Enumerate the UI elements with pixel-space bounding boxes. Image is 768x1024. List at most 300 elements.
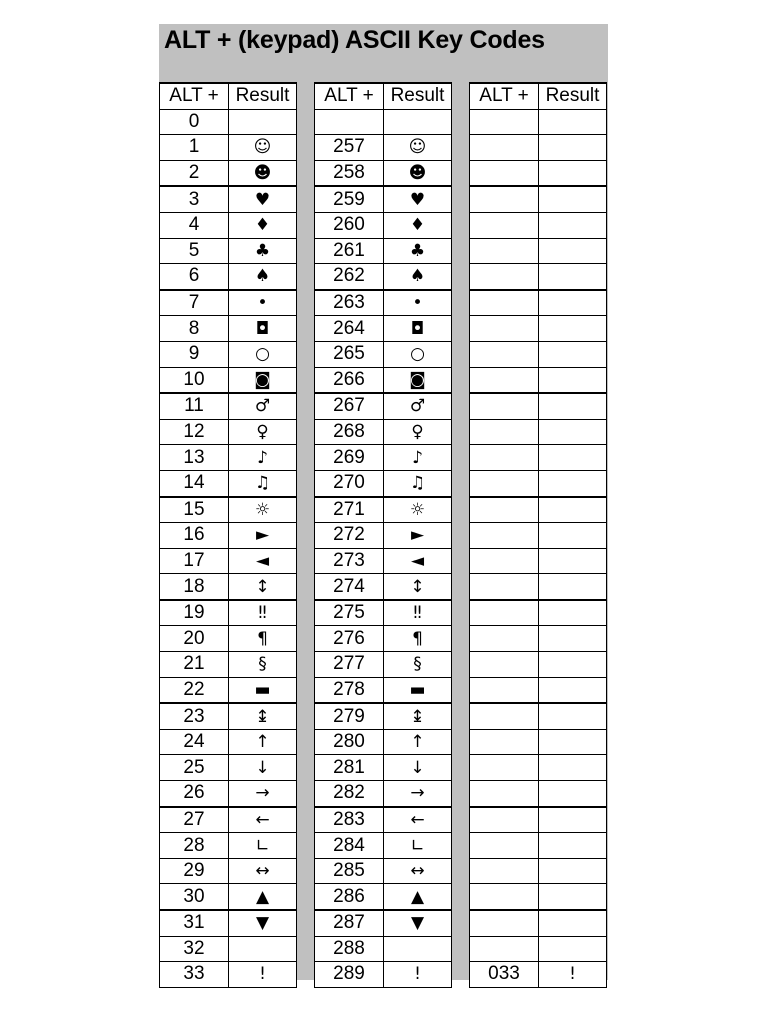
table-row bbox=[160, 470, 297, 496]
alt-code-cell bbox=[470, 677, 539, 703]
result-cell: ◘ bbox=[229, 316, 297, 342]
result-cell: § bbox=[384, 652, 452, 678]
result-cell bbox=[539, 523, 607, 549]
alt-code-cell: 22 bbox=[160, 677, 229, 703]
result-cell bbox=[539, 341, 607, 367]
result-cell: → bbox=[229, 781, 297, 807]
table-row bbox=[160, 523, 297, 549]
table-row bbox=[470, 703, 607, 729]
table-row bbox=[470, 109, 607, 135]
table-row bbox=[470, 548, 607, 574]
table-row bbox=[470, 652, 607, 678]
alt-code-cell: 286 bbox=[315, 884, 384, 910]
table-row bbox=[315, 858, 452, 884]
alt-code-cell: 12 bbox=[160, 419, 229, 445]
alt-code-cell: 271 bbox=[315, 497, 384, 523]
result-cell: ♥ bbox=[384, 186, 452, 212]
result-cell: ♀ bbox=[229, 419, 297, 445]
table-row bbox=[160, 703, 297, 729]
alt-code-cell bbox=[470, 600, 539, 626]
page-title: ALT + (keypad) ASCII Key Codes bbox=[164, 26, 545, 54]
table-row bbox=[160, 729, 297, 755]
table-row bbox=[160, 574, 297, 600]
result-cell bbox=[539, 497, 607, 523]
result-cell: ☻ bbox=[229, 160, 297, 186]
table-row bbox=[160, 393, 297, 419]
alt-code-cell: 264 bbox=[315, 316, 384, 342]
alt-code-cell bbox=[470, 160, 539, 186]
table-row bbox=[470, 445, 607, 471]
alt-code-cell: 260 bbox=[315, 212, 384, 238]
alt-code-cell bbox=[470, 470, 539, 496]
alt-code-cell: 18 bbox=[160, 574, 229, 600]
alt-code-cell: 274 bbox=[315, 574, 384, 600]
result-cell bbox=[539, 238, 607, 264]
result-cell: ↔ bbox=[384, 858, 452, 884]
result-cell: ‼ bbox=[229, 600, 297, 626]
alt-header: ALT + bbox=[470, 83, 539, 109]
table-row bbox=[160, 445, 297, 471]
result-cell: ◄ bbox=[229, 548, 297, 574]
table-row bbox=[160, 833, 297, 859]
table-row bbox=[470, 755, 607, 781]
result-cell bbox=[539, 833, 607, 859]
table-row bbox=[470, 729, 607, 755]
alt-code-cell bbox=[470, 367, 539, 393]
result-cell bbox=[539, 677, 607, 703]
alt-code-cell: 9 bbox=[160, 341, 229, 367]
alt-code-cell: 285 bbox=[315, 858, 384, 884]
result-cell bbox=[539, 884, 607, 910]
table-row bbox=[470, 574, 607, 600]
table-row bbox=[160, 264, 297, 290]
table-row bbox=[315, 238, 452, 264]
result-cell bbox=[539, 574, 607, 600]
alt-code-cell: 261 bbox=[315, 238, 384, 264]
result-cell bbox=[539, 626, 607, 652]
alt-code-cell: 26 bbox=[160, 781, 229, 807]
table-row bbox=[160, 600, 297, 626]
table-row bbox=[470, 367, 607, 393]
alt-code-cell: 266 bbox=[315, 367, 384, 393]
alt-code-cell: 11 bbox=[160, 393, 229, 419]
result-cell bbox=[539, 858, 607, 884]
result-cell bbox=[539, 910, 607, 936]
result-cell: ♫ bbox=[384, 470, 452, 496]
table-row bbox=[315, 316, 452, 342]
result-cell: ▼ bbox=[229, 910, 297, 936]
result-cell: ☼ bbox=[229, 497, 297, 523]
result-cell bbox=[229, 109, 297, 135]
alt-code-cell: 15 bbox=[160, 497, 229, 523]
alt-code-cell bbox=[470, 212, 539, 238]
table-row bbox=[315, 341, 452, 367]
result-cell: ↓ bbox=[384, 755, 452, 781]
table-row bbox=[160, 341, 297, 367]
alt-code-cell: 270 bbox=[315, 470, 384, 496]
alt-code-cell: 30 bbox=[160, 884, 229, 910]
table-row bbox=[315, 135, 452, 161]
table-row bbox=[470, 419, 607, 445]
alt-code-cell: 31 bbox=[160, 910, 229, 936]
table-row bbox=[160, 497, 297, 523]
table-row bbox=[470, 523, 607, 549]
result-cell: ◄ bbox=[384, 548, 452, 574]
table-row bbox=[470, 264, 607, 290]
alt-code-cell: 282 bbox=[315, 781, 384, 807]
result-cell: ♂ bbox=[384, 393, 452, 419]
result-cell bbox=[539, 755, 607, 781]
header-row bbox=[470, 83, 607, 109]
alt-code-cell: 288 bbox=[315, 936, 384, 962]
table-row bbox=[470, 212, 607, 238]
result-cell: ► bbox=[384, 523, 452, 549]
result-cell bbox=[539, 393, 607, 419]
alt-code-cell bbox=[470, 135, 539, 161]
table-row bbox=[315, 497, 452, 523]
alt-code-cell: 277 bbox=[315, 652, 384, 678]
alt-header: ALT + bbox=[315, 83, 384, 109]
table-row bbox=[315, 367, 452, 393]
alt-code-cell: 269 bbox=[315, 445, 384, 471]
result-cell bbox=[539, 807, 607, 833]
table-row bbox=[315, 445, 452, 471]
result-cell bbox=[539, 548, 607, 574]
alt-code-cell: 265 bbox=[315, 341, 384, 367]
alt-code-cell: 2 bbox=[160, 160, 229, 186]
result-cell bbox=[539, 160, 607, 186]
table-row bbox=[315, 807, 452, 833]
table-row bbox=[315, 523, 452, 549]
result-cell bbox=[539, 470, 607, 496]
result-cell: ↑ bbox=[229, 729, 297, 755]
table-row bbox=[315, 290, 452, 316]
header-row bbox=[315, 83, 452, 109]
alt-code-cell: 278 bbox=[315, 677, 384, 703]
result-cell: → bbox=[384, 781, 452, 807]
table-row bbox=[470, 626, 607, 652]
table-row bbox=[160, 962, 297, 988]
alt-code-cell bbox=[470, 264, 539, 290]
result-cell bbox=[539, 367, 607, 393]
table-row bbox=[315, 755, 452, 781]
result-cell: ♪ bbox=[229, 445, 297, 471]
table-row bbox=[315, 160, 452, 186]
alt-code-cell: 16 bbox=[160, 523, 229, 549]
result-cell bbox=[539, 781, 607, 807]
result-header: Result bbox=[229, 83, 297, 109]
alt-code-cell bbox=[470, 316, 539, 342]
ascii-table-1 bbox=[159, 82, 297, 988]
alt-code-cell bbox=[470, 703, 539, 729]
alt-code-cell: 25 bbox=[160, 755, 229, 781]
table-row bbox=[470, 160, 607, 186]
table-row bbox=[470, 962, 607, 988]
alt-code-cell: 6 bbox=[160, 264, 229, 290]
table-row bbox=[470, 677, 607, 703]
result-cell bbox=[539, 600, 607, 626]
alt-code-cell: 033 bbox=[470, 962, 539, 988]
table-row bbox=[315, 936, 452, 962]
table-row bbox=[315, 393, 452, 419]
result-cell: ☼ bbox=[384, 497, 452, 523]
result-cell: ▲ bbox=[384, 884, 452, 910]
alt-code-cell bbox=[470, 910, 539, 936]
table-row bbox=[160, 755, 297, 781]
table-row bbox=[160, 884, 297, 910]
alt-code-cell: 21 bbox=[160, 652, 229, 678]
table-row bbox=[160, 419, 297, 445]
alt-code-cell bbox=[470, 109, 539, 135]
table-row bbox=[315, 677, 452, 703]
alt-code-cell bbox=[470, 884, 539, 910]
result-cell: ! bbox=[384, 962, 452, 988]
alt-code-cell bbox=[315, 109, 384, 135]
table-row bbox=[470, 186, 607, 212]
result-cell: ♥ bbox=[229, 186, 297, 212]
alt-code-cell bbox=[470, 936, 539, 962]
result-cell: ♦ bbox=[384, 212, 452, 238]
table-row bbox=[160, 186, 297, 212]
alt-code-cell: 276 bbox=[315, 626, 384, 652]
alt-code-cell: 0 bbox=[160, 109, 229, 135]
table-row bbox=[160, 858, 297, 884]
result-cell: ◘ bbox=[384, 316, 452, 342]
result-cell bbox=[384, 936, 452, 962]
alt-code-cell bbox=[470, 781, 539, 807]
result-cell bbox=[539, 135, 607, 161]
alt-code-cell bbox=[470, 574, 539, 600]
result-cell: ○ bbox=[229, 341, 297, 367]
ascii-table-3 bbox=[469, 82, 607, 988]
table-row bbox=[470, 393, 607, 419]
alt-code-cell: 273 bbox=[315, 548, 384, 574]
alt-code-cell: 28 bbox=[160, 833, 229, 859]
result-cell bbox=[539, 445, 607, 471]
alt-code-cell: 4 bbox=[160, 212, 229, 238]
alt-code-cell: 280 bbox=[315, 729, 384, 755]
result-cell: ♦ bbox=[229, 212, 297, 238]
table-row bbox=[470, 600, 607, 626]
result-cell: ↑ bbox=[384, 729, 452, 755]
alt-code-cell bbox=[470, 755, 539, 781]
table-row bbox=[160, 238, 297, 264]
result-cell: ← bbox=[384, 807, 452, 833]
alt-code-cell: 5 bbox=[160, 238, 229, 264]
alt-code-cell: 13 bbox=[160, 445, 229, 471]
result-cell: ∟ bbox=[229, 833, 297, 859]
result-cell bbox=[539, 729, 607, 755]
result-cell: ! bbox=[229, 962, 297, 988]
table-row bbox=[160, 807, 297, 833]
table-row bbox=[315, 781, 452, 807]
alt-code-cell bbox=[470, 523, 539, 549]
alt-code-cell: 27 bbox=[160, 807, 229, 833]
result-cell bbox=[539, 290, 607, 316]
table-row bbox=[470, 936, 607, 962]
table-row bbox=[315, 962, 452, 988]
alt-code-cell: 32 bbox=[160, 936, 229, 962]
table-row bbox=[470, 858, 607, 884]
table-row bbox=[160, 910, 297, 936]
alt-code-cell: 7 bbox=[160, 290, 229, 316]
alt-code-cell bbox=[470, 858, 539, 884]
result-cell bbox=[539, 419, 607, 445]
result-cell: ¶ bbox=[229, 626, 297, 652]
result-cell: ☺ bbox=[384, 135, 452, 161]
result-cell: ♣ bbox=[229, 238, 297, 264]
table-row bbox=[470, 807, 607, 833]
result-cell: ↨ bbox=[229, 703, 297, 729]
alt-code-cell: 17 bbox=[160, 548, 229, 574]
result-cell: ♠ bbox=[384, 264, 452, 290]
alt-code-cell bbox=[470, 393, 539, 419]
table-row bbox=[315, 703, 452, 729]
result-cell: ! bbox=[539, 962, 607, 988]
alt-code-cell: 283 bbox=[315, 807, 384, 833]
result-cell: ◙ bbox=[229, 367, 297, 393]
alt-code-cell: 29 bbox=[160, 858, 229, 884]
table-row bbox=[470, 884, 607, 910]
table-row bbox=[160, 936, 297, 962]
table-row bbox=[315, 419, 452, 445]
result-cell bbox=[539, 652, 607, 678]
table-row bbox=[315, 574, 452, 600]
result-cell: ↔ bbox=[229, 858, 297, 884]
result-cell: ► bbox=[229, 523, 297, 549]
alt-code-cell bbox=[470, 186, 539, 212]
alt-code-cell: 289 bbox=[315, 962, 384, 988]
result-cell: ‼ bbox=[384, 600, 452, 626]
alt-code-cell: 33 bbox=[160, 962, 229, 988]
result-cell bbox=[384, 109, 452, 135]
table-row bbox=[160, 160, 297, 186]
table-row bbox=[315, 264, 452, 290]
table-row bbox=[315, 652, 452, 678]
table-row bbox=[315, 470, 452, 496]
table-row bbox=[160, 548, 297, 574]
alt-code-cell bbox=[470, 652, 539, 678]
alt-code-cell: 1 bbox=[160, 135, 229, 161]
result-cell bbox=[539, 212, 607, 238]
result-cell bbox=[539, 264, 607, 290]
table-row bbox=[315, 626, 452, 652]
result-cell: ↓ bbox=[229, 755, 297, 781]
table-row bbox=[160, 212, 297, 238]
result-cell: ▬ bbox=[384, 677, 452, 703]
result-cell bbox=[229, 936, 297, 962]
alt-code-cell bbox=[470, 341, 539, 367]
table-row bbox=[315, 833, 452, 859]
result-cell: § bbox=[229, 652, 297, 678]
alt-code-cell: 3 bbox=[160, 186, 229, 212]
alt-code-cell: 281 bbox=[315, 755, 384, 781]
result-cell: ☻ bbox=[384, 160, 452, 186]
table-row bbox=[160, 109, 297, 135]
table-row bbox=[470, 833, 607, 859]
table-row bbox=[470, 781, 607, 807]
table-row bbox=[470, 135, 607, 161]
result-cell: • bbox=[384, 290, 452, 316]
alt-code-cell bbox=[470, 833, 539, 859]
alt-header: ALT + bbox=[160, 83, 229, 109]
result-cell: ◙ bbox=[384, 367, 452, 393]
table-row bbox=[160, 677, 297, 703]
header-row bbox=[160, 83, 297, 109]
table-row bbox=[160, 652, 297, 678]
result-cell: ∟ bbox=[384, 833, 452, 859]
result-cell: ♂ bbox=[229, 393, 297, 419]
table-row bbox=[315, 548, 452, 574]
alt-code-cell bbox=[470, 729, 539, 755]
table-row bbox=[160, 367, 297, 393]
alt-code-cell: 8 bbox=[160, 316, 229, 342]
alt-code-cell bbox=[470, 445, 539, 471]
result-cell: ▼ bbox=[384, 910, 452, 936]
result-cell: ▬ bbox=[229, 677, 297, 703]
result-cell: • bbox=[229, 290, 297, 316]
table-row bbox=[470, 290, 607, 316]
alt-code-cell: 272 bbox=[315, 523, 384, 549]
alt-code-cell: 258 bbox=[315, 160, 384, 186]
result-cell bbox=[539, 109, 607, 135]
result-cell: ☺ bbox=[229, 135, 297, 161]
alt-code-cell bbox=[470, 238, 539, 264]
result-header: Result bbox=[539, 83, 607, 109]
table-row bbox=[470, 238, 607, 264]
alt-code-cell bbox=[470, 807, 539, 833]
result-cell: ♠ bbox=[229, 264, 297, 290]
result-cell bbox=[539, 936, 607, 962]
alt-code-cell: 284 bbox=[315, 833, 384, 859]
result-cell: ▲ bbox=[229, 884, 297, 910]
table-row bbox=[470, 316, 607, 342]
table-row bbox=[470, 910, 607, 936]
alt-code-cell: 279 bbox=[315, 703, 384, 729]
alt-code-cell: 268 bbox=[315, 419, 384, 445]
result-cell: ♫ bbox=[229, 470, 297, 496]
table-row bbox=[160, 781, 297, 807]
alt-code-cell: 263 bbox=[315, 290, 384, 316]
result-cell bbox=[539, 186, 607, 212]
alt-code-cell: 14 bbox=[160, 470, 229, 496]
table-row bbox=[160, 316, 297, 342]
result-cell: ♪ bbox=[384, 445, 452, 471]
table-row bbox=[315, 186, 452, 212]
alt-code-cell: 10 bbox=[160, 367, 229, 393]
table-row bbox=[315, 910, 452, 936]
ascii-table-2 bbox=[314, 82, 452, 988]
alt-code-cell: 275 bbox=[315, 600, 384, 626]
result-cell: ↕ bbox=[229, 574, 297, 600]
alt-code-cell bbox=[470, 626, 539, 652]
alt-code-cell: 287 bbox=[315, 910, 384, 936]
result-cell: ↕ bbox=[384, 574, 452, 600]
alt-code-cell: 259 bbox=[315, 186, 384, 212]
alt-code-cell: 267 bbox=[315, 393, 384, 419]
alt-code-cell: 257 bbox=[315, 135, 384, 161]
table-row bbox=[315, 729, 452, 755]
alt-code-cell: 23 bbox=[160, 703, 229, 729]
alt-code-cell bbox=[470, 419, 539, 445]
table-row bbox=[315, 884, 452, 910]
table-row bbox=[315, 600, 452, 626]
table-row bbox=[470, 470, 607, 496]
alt-code-cell bbox=[470, 290, 539, 316]
result-cell: ¶ bbox=[384, 626, 452, 652]
alt-code-cell: 19 bbox=[160, 600, 229, 626]
table-row bbox=[160, 626, 297, 652]
